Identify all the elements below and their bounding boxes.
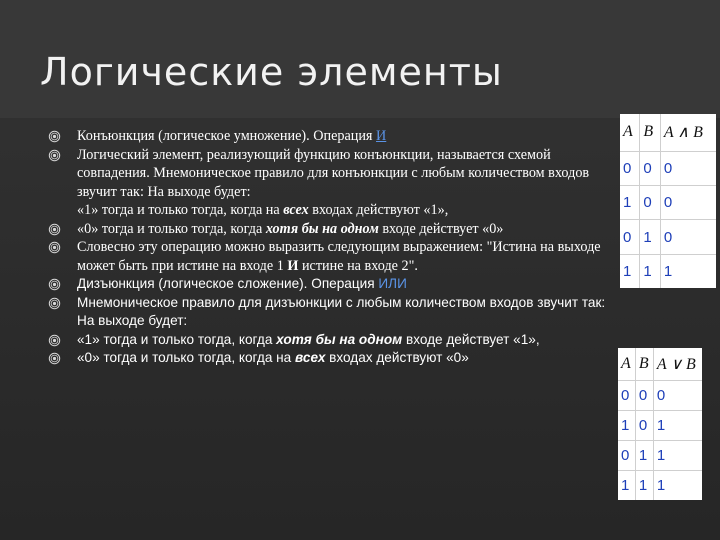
table-cell: 1	[635, 441, 653, 471]
table-cell: 1	[620, 254, 640, 288]
target-bullet-icon	[48, 130, 61, 143]
bullet-item	[48, 349, 616, 368]
bullet-text: входах действуют «0»	[325, 350, 469, 365]
table-cell: 1	[640, 220, 661, 254]
bullet-text: входе действует «0»	[378, 220, 504, 237]
target-bullet-icon	[48, 334, 61, 347]
table-cell: 0	[618, 441, 635, 471]
table-cell: 0	[620, 220, 640, 254]
bullet-text: «0» тогда и только тогда, когда на	[77, 350, 296, 365]
target-bullet-icon	[48, 149, 61, 162]
table-cell: 1	[635, 471, 653, 501]
emphasis-text: всех	[283, 202, 309, 218]
target-bullet-icon	[48, 352, 61, 365]
table-cell: 1	[653, 471, 702, 501]
table-cell: 1	[653, 411, 702, 441]
table-cell: 0	[618, 381, 635, 411]
table-cell: 0	[640, 151, 661, 185]
table-cell: 1	[618, 471, 635, 501]
target-bullet-icon	[48, 223, 61, 236]
target-bullet-icon	[48, 297, 61, 310]
emphasis-text: И	[287, 257, 299, 274]
bullet-item	[48, 220, 616, 239]
table-cell: 0	[660, 151, 716, 185]
table-header-row	[618, 348, 702, 381]
bullet-item	[48, 238, 616, 275]
slide-title: Логические элементы	[40, 50, 503, 94]
bullet-text: «1» тогда и только тогда, когда на	[77, 202, 284, 218]
bullet-item	[48, 294, 616, 331]
table-row	[618, 381, 702, 411]
column-header: A ∧ B	[660, 114, 716, 151]
bullet-item	[48, 275, 616, 294]
table-header-row	[620, 114, 716, 151]
bullet-text: входе действует «1»,	[402, 331, 540, 347]
emphasis-text: хотя бы на одном	[276, 331, 403, 347]
bullet-text: Словесно эту операцию можно выразить следующим выражением: "Истина на выходе может быть при истине на входе 1	[77, 239, 601, 274]
table-cell: 1	[618, 411, 635, 441]
column-header: B	[640, 114, 661, 151]
bullet-text: входах действуют «1»,	[308, 202, 449, 218]
bullet-text: «1» тогда и только тогда, когда	[77, 331, 277, 347]
table-cell: 0	[660, 186, 716, 220]
table-cell: 1	[620, 186, 640, 220]
target-bullet-icon	[48, 278, 61, 291]
table-row	[620, 254, 716, 288]
target-bullet-icon	[48, 241, 61, 254]
table-cell: 1	[660, 254, 716, 288]
table-cell: 0	[635, 381, 653, 411]
bullet-list	[48, 127, 616, 368]
operation-name[interactable]: И	[376, 128, 387, 144]
and-truth-table	[620, 114, 716, 288]
column-header: A ∨ B	[653, 348, 702, 381]
bullet-text: «0» тогда и только тогда, когда	[77, 220, 266, 237]
bullet-text: Дизъюнкция (логическое сложение). Операция	[77, 276, 379, 291]
table-cell: 0	[660, 220, 716, 254]
bullet-item	[48, 127, 616, 146]
column-header: A	[623, 123, 633, 141]
table-row	[620, 151, 716, 185]
column-header: A	[621, 355, 631, 372]
table-row	[618, 411, 702, 441]
bullet-text: истине на входе 2".	[298, 257, 418, 274]
or-truth-table	[618, 348, 702, 500]
table-cell: 0	[640, 186, 661, 220]
bullet-item	[48, 146, 616, 220]
table-cell: 1	[653, 441, 702, 471]
table-cell: 0	[620, 151, 640, 185]
bullet-item	[48, 331, 616, 350]
bullet-text: Конъюнкция (логическое умножение). Операция	[77, 128, 377, 144]
column-header: B	[635, 348, 653, 381]
table-cell: 1	[640, 254, 661, 288]
table-row	[620, 186, 716, 220]
table-cell: 0	[653, 381, 702, 411]
emphasis-text: хотя бы на одном	[265, 220, 379, 237]
bullet-text: Мнемоническое правило для дизъюнкции с любым количеством входов звучит так: На выходе будет:	[77, 294, 606, 328]
table-row	[620, 220, 716, 254]
operation-name: ИЛИ	[378, 276, 407, 291]
bullet-text: Логический элемент, реализующий функцию конъюнкции, называется схемой совпадения. Мнемоническое правило для конъюнкции с любым количеством входов звучит так: На выходе будет:	[77, 146, 590, 200]
table-cell: 0	[635, 411, 653, 441]
table-row	[618, 471, 702, 501]
table-row	[618, 441, 702, 471]
emphasis-text: всех	[295, 350, 326, 365]
